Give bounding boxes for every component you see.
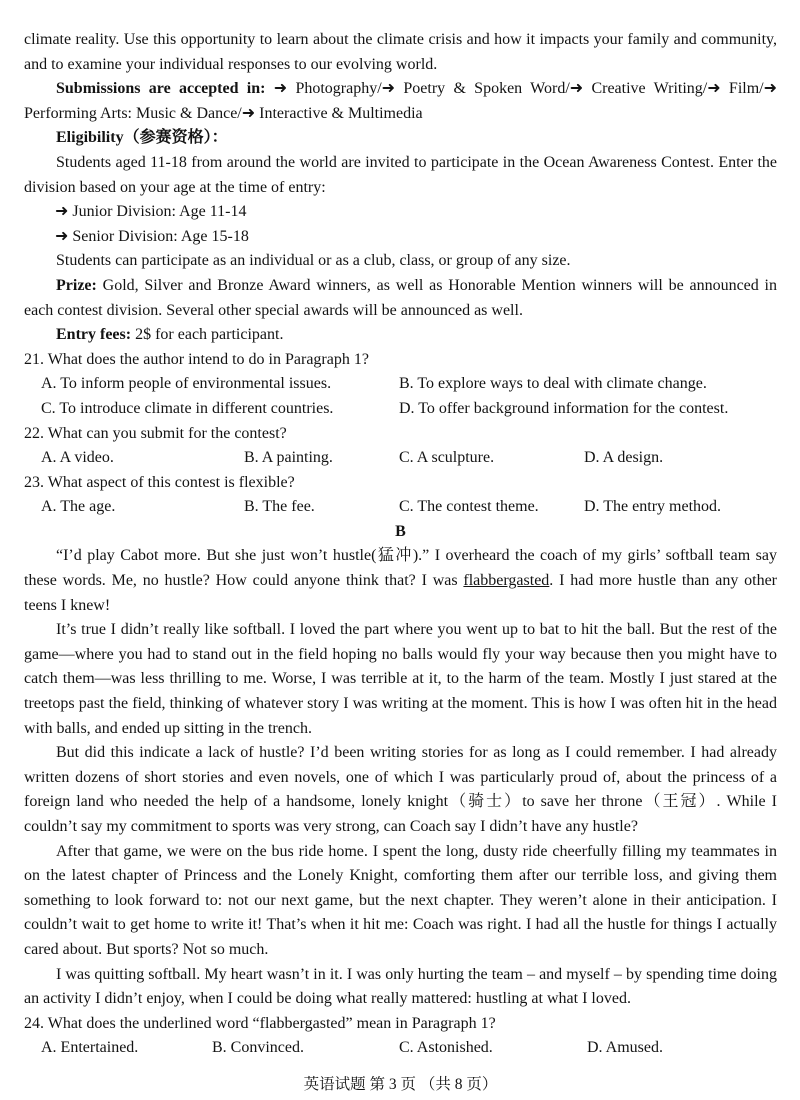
question-21-options-row-2 — [24, 397, 777, 422]
question-24-options — [24, 1036, 777, 1061]
submissions-label: Submissions are accepted in: — [56, 80, 266, 98]
question-23-option-c: C. The contest theme. — [399, 498, 539, 516]
exam-page — [24, 28, 777, 1098]
question-24-option-b: B. Convinced. — [212, 1039, 304, 1057]
passage-a-submissions — [24, 77, 777, 126]
question-21-option-c: C. To introduce climate in different countries. — [41, 399, 334, 417]
division-senior-line: ➜ Senior Division: Age 15-18 — [55, 227, 249, 245]
question-24-option-a: A. Entertained. — [41, 1039, 139, 1057]
question-24-option-d: D. Amused. — [587, 1039, 663, 1057]
question-24-stem: 24. What does the underlined word “flabbergasted” mean in Paragraph 1? — [24, 1014, 496, 1032]
question-22-option-d: D. A design. — [584, 449, 664, 467]
question-24-option-c: C. Astonished. — [399, 1039, 493, 1057]
question-21-options-row-1 — [24, 372, 777, 397]
passage-b-paragraph-5: I was quitting softball. My heart wasn’t in it. I was only hurting the team – and myself – by spending time doing an activity I didn’t enjoy, when I could be doing what really mattered: hustling at what I loved. — [24, 965, 777, 1008]
question-23-option-a: A. The age. — [41, 498, 116, 516]
passage-a-eligibility-heading — [24, 126, 777, 151]
question-22-option-a: A. A video. — [41, 449, 114, 467]
entry-fees-label: Entry fees: — [56, 326, 132, 344]
question-21-option-b: B. To explore ways to deal with climate change. — [399, 375, 707, 393]
question-21-option-d: D. To offer background information for the contest. — [399, 399, 729, 417]
question-22-option-b: B. A painting. — [244, 449, 333, 467]
prize-label: Prize: — [56, 276, 97, 294]
question-22-stem: 22. What can you submit for the contest? — [24, 424, 287, 442]
question-23-option-b: B. The fee. — [244, 498, 315, 516]
passage-a-participate: Students can participate as an individual or as a club, class, or group of any size. — [56, 252, 571, 270]
question-21-stem: 21. What does the author intend to do in Paragraph 1? — [24, 350, 369, 368]
page-footer: 英语试题 第 3 页 （共 8 页） — [303, 1075, 498, 1093]
passage-a-intro-continued: climate reality. Use this opportunity to learn about the climate crisis and how it impacts your family and community, and to examine your individual responses to our evolving world. — [24, 31, 777, 73]
p1-after: . I had more hustle than any other teens I knew! — [24, 572, 778, 614]
passage-a-prize — [24, 274, 777, 323]
submissions-list: ➜ Photography/➜ Poetry & Spoken Word/➜ Creative Writing/➜ Film/➜ Performing Arts: Music & Dance/➜ Interactive & Multimedia — [24, 80, 778, 122]
question-23-option-d: D. The entry method. — [584, 498, 722, 516]
question-22-option-c: C. A sculpture. — [399, 449, 495, 467]
question-23-stem: 23. What aspect of this contest is flexible? — [24, 473, 295, 491]
eligibility-label: Eligibility（参赛资格）： — [56, 129, 228, 147]
passage-b-paragraph-1 — [24, 544, 777, 618]
p1-before: “I’d play Cabot more. But she just won’t hustle(猛冲).” I overheard the coach of my girls’ softball team say these words. Me, no hustle? How could anyone think that? I was — [24, 547, 777, 590]
passage-a-entry-fees — [24, 323, 777, 348]
question-22 — [24, 422, 777, 471]
question-23 — [24, 471, 777, 520]
division-junior-line: ➜ Junior Division: Age 11-14 — [55, 203, 247, 221]
passage-a-students: Students aged 11-18 from around the world are invited to participate in the Ocean Awareness Contest. Enter the division based on your age at the time of entry: — [24, 153, 777, 196]
entry-fees-text: 2$ for each participant. — [131, 326, 284, 344]
passage-b-paragraph-4: After that game, we were on the bus ride home. I spent the long, dusty ride cheerfully filling my teammates in on the latest chapter of Princess and the Lonely Knight, comforting them after our terrible loss, and giving them something to look forward to: not our next game, but the next chapter. They weren’t alone in their anticipation. I couldn’t wait to get home to write it! That’s when it hit me: Coach was right. I had all the hustle for things I actually cared about. But sports? Not so much. — [24, 842, 777, 958]
passage-b-paragraph-3: But did this indicate a lack of hustle? I’d been writing stories for as long as I could remember. I had already written dozens of short stories and even novels, one of which I was particularly proud of, about the princess of a foreign land who needed the help of a handsome, lonely knight（骑士）to save her throne（王冠）. While I couldn’t say my commitment to sports was very strong, can Coach say I didn’t have any hustle? — [24, 744, 777, 835]
prize-text: Gold, Silver and Bronze Award winners, as well as Honorable Mention winners will be announced in each contest division. Several other special awards will be announced as well. — [24, 276, 777, 319]
question-22-options — [24, 446, 777, 471]
question-23-options — [24, 495, 777, 520]
underlined-word-flabbergasted: flabbergasted — [463, 572, 550, 590]
question-24 — [24, 1012, 777, 1061]
passage-b-header: B — [395, 522, 406, 540]
passage-b-paragraph-2: It’s true I didn’t really like softball. I loved the part where you went up to bat to hit the ball. But the rest of the game—where you had to stand out in the field hoping no balls would fly your way because then you might have to catch them—was less thrilling to me. Worse, I was terrible at it, to the harm of the team. Mostly I just stared at the treetops past the field, thinking of whatever story I was writing at the moment. This is how I was often hit in the head with balls, and ended up sitting in the trench. — [24, 621, 777, 737]
question-21-option-a: A. To inform people of environmental issues. — [41, 375, 332, 393]
question-21 — [24, 348, 777, 422]
